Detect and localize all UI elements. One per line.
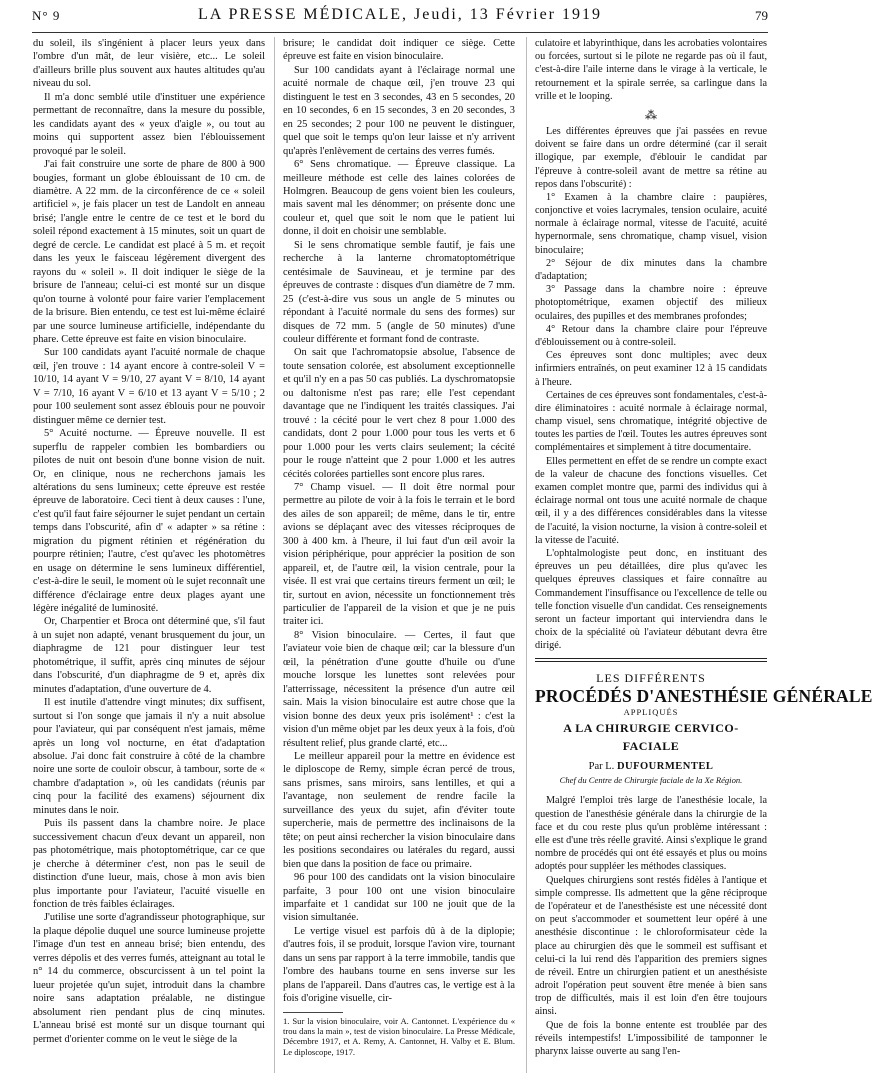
header-rule	[32, 32, 768, 33]
column-3-continued	[535, 37, 767, 103]
paragraph: On sait que l'achromatopsie absolue, l'absence de toute sensation colorée, est absolument exceptionnelle et qu'il n'y en a pas 50 cas publiés. La dyschromatopsie ou daltonisme n'est pas rare; elle l'est cependant davantage que ne l'indiquent les traités classiques. J'ai trouvé : la cécité pour le vert chez 8 pour 1.000 des candidats, dont 2 pour 1.000 pour tous les verts et 6 pour 1.000 pour les verts clairs seulement; la cécité pour le rouge n'atteint que 2 pour 1.000 et les autres cécités colorées partielles sont encore plus rares.	[283, 347, 515, 480]
author-name: DUFOURMENTEL	[616, 761, 714, 773]
paragraph: brisure; le candidat doit indiquer ce siège. Cette épreuve est faite en vision binoculaire.	[283, 38, 515, 63]
paragraph: J'utilise une sorte d'agrandisseur photographique, sur la plaque dépolie duquel une source lumineuse projette l'image d'un test en anneau brisé; bien entendu, des verres dépolis et des verres fumés, atteignant au total le n° 14 du commerce, obscurcissent à un tel point la lueur projetée qu'un sujet, introduit dans la chambre noire sans adaptation préalable, ne distingue absolument rien pendant plus de cinq minutes. L'anneau brisé est monté sur un disque tournant qui permet d'orienter comme on le veut le siège de la	[33, 912, 265, 1045]
paragraph: Que de fois la bonne entente est troublée par des réveils intempestifs! L'impossibilité de tamponner le pharynx laisse ouverte au sang l'en-	[535, 1019, 767, 1057]
paragraph: L'ophtalmologiste peut donc, en instituant des épreuves un peu détaillées, dire plus qu'avec les quelques épreuves classiques et faire connaître au Commandement l'insuffisance ou l'excellence de telle ou telle fonction visuelle d'un candidat. Ces renseignements seront un facteur important qui interviendra dans le choix de la spécialité où l'aviateur débutant devra être dirigé.	[535, 547, 767, 652]
footnote-rule	[283, 1012, 343, 1013]
column-1	[33, 37, 265, 1046]
paragraph: Le meilleur appareil pour la mettre en évidence est le diploscope de Remy, simple écran percé de trous, sans prismes, sans miroirs, sans lentilles, et qui a l'avantage, non seulement de rendre facile la surveillance des yeux du sujet, afin d'éviter toute supercherie, mais de permettre des inclinaisons de la tête; on peut ainsi rechercher la vision binoculaire dans les positions secondaires ou latérales du regard, aussi bien que dans la position de face ou primaire.	[283, 751, 515, 870]
paragraph: Malgré l'emploi très large de l'anesthésie locale, la question de l'anesthésie générale dans la chirurgie de la face et du cou reste plus qu'un problème intéressant : elle est d'une très réelle gravité. Ainsi s'explique le grand nombre de procédés qui ont été essayés et plus ou moins adoptés pour suppléer les méthodes classiques.	[535, 795, 767, 873]
paragraph: 2° Séjour de dix minutes dans la chambre d'adaptation;	[535, 257, 767, 282]
column-divider	[526, 37, 527, 1073]
article-subtitle: A LA CHIRURGIE CERVICO-FACIALE	[563, 721, 739, 754]
paragraph: Elles permettent en effet de se rendre un compte exact de la valeur de chacune des fonctions visuelles. Cet examen complet montre que, parmi des individus qui à éclairage normal ont tous une acuité normale de chaque œil, il y a des différences considérables dans la vitesse de l'acuité, la vision nocturne, la vision à contre-soleil et la vitesse de l'acuité.	[535, 455, 767, 546]
footnote: 1. Sur la vision binoculaire, voir A. Cantonnet. L'expérience du « trou dans la main », test de vision binoculaire. La Presse Médicale, Décembre 1917, et A. Remy, A. Cantonnet, H. Valby et E. Blum. Le diploscope, 1917.	[283, 1015, 515, 1057]
column-3	[535, 37, 873, 1058]
column-3-conclusion	[535, 125, 767, 653]
paragraph: culatoire et labyrinthique, dans les acrobaties volontaires ou forcées, surtout si le pilote ne regarde pas où il faut, c'est-à-dire l'aile interne dans le virage à la verticale, le retournement et la spirale serrée, sa carlingue dans la vrille et le looping.	[535, 38, 767, 102]
article-title-small: APPLIQUÉS	[623, 707, 679, 718]
column-divider	[274, 37, 275, 1073]
issue-number: N° 9	[32, 8, 61, 23]
paragraph: 3° Passage dans la chambre noire : épreuve photoptométrique, examen objectif des milieux oculaires, des pupilles et des membranes profondes;	[535, 284, 767, 322]
author-prefix: Par L.	[588, 761, 615, 773]
article-title: PROCÉDÉS D'ANESTHÉSIE GÉNÉRALE	[535, 686, 873, 707]
paragraph: 8° Vision binoculaire. — Certes, il faut que l'aviateur voie bien de chaque œil; car la blessure d'un œil, la pénétration d'une goutte d'huile ou d'une mouche lorsque les lunettes sont relevées pour l'atterrissage, nécessitent la présence d'un autre œil sain. Mais la vision binoculaire est autre chose que la vision bonne des deux yeux pris isolément¹ : c'est la vision d'un même objet par les deux yeux à la fois, d'où résultent relief, plus grande clarté, etc...	[283, 629, 515, 749]
paragraph: J'ai fait construire une sorte de phare de 800 à 900 bougies, formant un globe éblouissant de 10 cm. de diamètre. A 22 mm. de la circonférence de ce « soleil artificiel », je fais placer un test de Landolt en anneau brisé; l'angle entre le centre de ce test et le bord du soleil répond exactement à 15 minutes, soit un quart de degré de cercle. Le candidat est placé à 5 m. et reçoit dans les yeux le faisceau légèrement divergent des rayons du « soleil ». Il doit indiquer le siège de la brisure de l'anneau; celui-ci est monté sur un disque qu'on tourne à volonté pour faire varier l'emplacement de la brisure. Bien entendu, ce test est lui-même éclairé par une source lumineuse artificielle, indépendante du phare. Cette épreuve est faite en vision binoculaire.	[33, 159, 265, 345]
paragraph: Quelques chirurgiens sont restés fidèles à l'antique et simple compresse. Ils admettent que la gêne réciproque de l'opérateur et de l'anesthésiste est une nécessité dont on peut s'accommoder et soumettent leur opéré à une anesthésie discontinue : le chloroformisateur cède la place au chirurgien dès que le sommeil est suffisant et celui-ci la lui rend dès l'apparition des premiers signes de réveil. Entre un chirurgien patient et un anesthésiste adroit l'opération peut souvent être menée à bien sans trop de difficultés, mais il est loin d'en être toujours ainsi.	[535, 874, 767, 1018]
paragraph: Sur 100 candidats ayant l'acuité normale de chaque œil, j'en trouve : 14 ayant encore à contre-soleil V = 10/10, 14 ayant V = 9/10, 27 ayant V = 8/10, 14 ayant V = 7/10, 16 ayant V = 6/10 et 13 ayant V = 5/10 ; 2 pour 100 seulement sont assez éblouis pour ne pouvoir distinguer même ce dernier test.	[33, 347, 265, 426]
paragraph: Il est inutile d'attendre vingt minutes; dix suffisent, surtout si l'on songe que jamais il n'y a nuit absolue pour l'aviateur, qui par conséquent n'est jamais, même après un long vol nocturne, en état d'adaptation absolue. J'ai donc fait construire à côté de la chambre noire une sorte de couloir obscur, à tambour, sorte de « chambre d'adaptation », où les candidats (réunis par cinq pour la facilité des examens) séjournent dix minutes dans le noir.	[33, 697, 265, 816]
article-kicker: LES DIFFÉRENTS	[596, 671, 706, 686]
paragraph: du soleil, ils s'ingénient à placer leurs yeux dans l'ombre d'un mât, de leur visière, etc... Le soleil d'ailleurs brille plus souvent aux hautes altitudes qu'au niveau du sol.	[33, 38, 265, 90]
paragraph: 6° Sens chromatique. — Épreuve classique. La meilleure méthode est celle des laines colorées de Holmgren. Beaucoup de gens voient bien les couleurs, mais savent mal les dénommer; on présente donc une couleur et, quel que soit le nom que le patient lui donne, il doit en choisir une semblable.	[283, 159, 515, 238]
paragraph: Les différentes épreuves que j'ai passées en revue doivent se faire dans un ordre déterminé (car il serait illogique, par exemple, d'éblouir le candidat par l'épreuve à contre-soleil avant de mettre sa rétine au repos dans l'obscurité) :	[535, 125, 767, 190]
paragraph: Sur 100 candidats ayant à l'éclairage normal une acuité normale de chaque œil, j'en trouve 23 qui distinguent le test en 3 secondes, 43 en 5 secondes, 20 en 10 secondes, 6 en 15 secondes, 3 en 20 secondes, 3 en 25 secondes; 2 pour 100 ne peuvent le distinguer, quel que soit le temps qu'on leur laisse et n'y arrivent qu'après l'enlèvement de certains des verres fumés.	[283, 64, 515, 157]
paragraph: 4° Retour dans la chambre claire pour l'épreuve d'éblouissement ou à contre-soleil.	[535, 323, 767, 348]
journal-title: LA PRESSE MÉDICALE, Jeudi, 13 Février 1919	[198, 6, 602, 23]
paragraph: Puis ils passent dans la chambre noire. Je place successivement chacun d'eux devant un appareil, non pas photométrique, mais photoptométrique, car ce que je cherche à déterminer c'est, non pas le seuil de distinction d'une lueur, mais, chose à mon avis bien plus importante pour l'aviateur, l'acuité visuelle en fonction de très faibles éclairages.	[33, 818, 265, 910]
article-separator	[535, 658, 767, 662]
article-body	[535, 794, 767, 1058]
article-author-line	[535, 759, 767, 774]
paragraph: Or, Charpentier et Broca ont déterminé que, s'il faut à un sujet non adapté, venant brusquement du jour, un diaphragme de 121 pour distinguer leur test photométrique, il suffit, après cinq minutes de séjour dans l'obscurité, d'un diaphragme de 9 et, après dix minutes d'adaptation, d'une ouverture de 4.	[33, 616, 265, 695]
section-asterism: ⁂	[645, 107, 657, 122]
paragraph: 96 pour 100 des candidats ont la vision binoculaire parfaite, 3 pour 100 ont une vision binoculaire imparfaite et 1 candidat sur 100 ne jouit que de la vision simultanée.	[283, 872, 515, 924]
paragraph: Ces épreuves sont donc multiples; avec deux infirmiers entraînés, on peut examiner 12 à 15 candidats à l'heure.	[535, 350, 767, 388]
page-header	[32, 6, 768, 28]
paragraph: 1° Examen à la chambre claire : paupières, conjonctive et voies lacrymales, tension oculaire, acuité normale à éclairage normal, vitesse de l'acuité, acuité hypernormale, sens chromatique, champ visuel, vision binoculaire;	[535, 191, 767, 256]
paragraph: Certaines de ces épreuves sont fondamentales, c'est-à-dire éliminatoires : acuité normale à éclairage normal, champ visuel, sens chromatique, intégrité objective de toutes les parties de l'œil. Toutes les autres épreuves sont complémentaires et simplement à titre documentaire.	[535, 389, 767, 454]
page-number: 79	[755, 8, 768, 23]
paragraph: 5° Acuité nocturne. — Épreuve nouvelle. Il est superflu de rappeler combien les bombardiers ou pilotes de nuit ont besoin d'une bonne vision de nuit. Or, en clinique, nous ne recherchons jamais les altérations du sens lumineux; cette épreuve est restée épreuve de laboratoire. Ceci tient à deux causes : l'une, c'est qu'il faut faire séjourner le sujet pendant un certain temps dans l'obscurité, afin d' « adapter » sa rétine : migration du pigment rétinien et régénération du pourpre rétinien; l'autre, c'est qu'avec les photomètres en usage on détermine le sens lumineux différentiel, c'est-à-dire le seuil, le moment où le sujet reconnaît une différence d'éclairage entre deux plages ayant une légère inégalité de luminosité.	[33, 428, 265, 615]
paragraph: Il m'a donc semblé utile d'instituer une expérience permettant de reconnaître, dans la mesure du possible, les candidats ayant des « yeux d'aigle », ou tout au moins qui supportent assez bien l'éblouissement provoqué par le soleil.	[33, 91, 265, 157]
column-2-body	[283, 37, 515, 1006]
column-2	[283, 37, 515, 1057]
paragraph: 7° Champ visuel. — Il doit être normal pour permettre au pilote de voir à la fois le terrain et le bord des ailes de son appareil; de même, dans le tir, entre avions se déplaçant avec des vitesses réciproques de 300 à 400 km. à l'heure, il lui faut d'un œil avoir la vision périphérique, pour apprécier la position de son appareil, et, de l'autre œil, la vision centrale, pour la visée. Il est vrai que certains tireurs ferment un œil; le tir, surtout en avion, nécessite un fonctionnement très particulier de l'appareil de la vision et que je ne puis traiter ici.	[283, 481, 515, 628]
paragraph: Le vertige visuel est parfois dû à de la diplopie; d'autres fois, il se produit, lorsque l'avion vire, tournant dans un sens par rapport à la terre immobile, tandis que l'ombre des haubans tourne en sens inverse sur les plans de l'appareil. Dans d'autres cas, le vertige est à la fois d'origine visuelle, cir-	[283, 925, 515, 1005]
author-affiliation: Chef du Centre de Chirurgie faciale de la Xe Région.	[559, 775, 743, 786]
paragraph: Si le sens chromatique semble fautif, je fais une recherche à la lanterne chromatoptométrique centésimale de Sauvineau, et je termine par des épreuves de contraste : disques d'un diamètre de 7 mm. 25 (c'est-à-dire vus sous un angle de 5 minutes ou répondant à l'acuité normale du sens des formes) sur disques de 72 mm. 5 (angle de 50 minutes) d'une couleur différente et formant fond de contraste.	[283, 239, 515, 345]
